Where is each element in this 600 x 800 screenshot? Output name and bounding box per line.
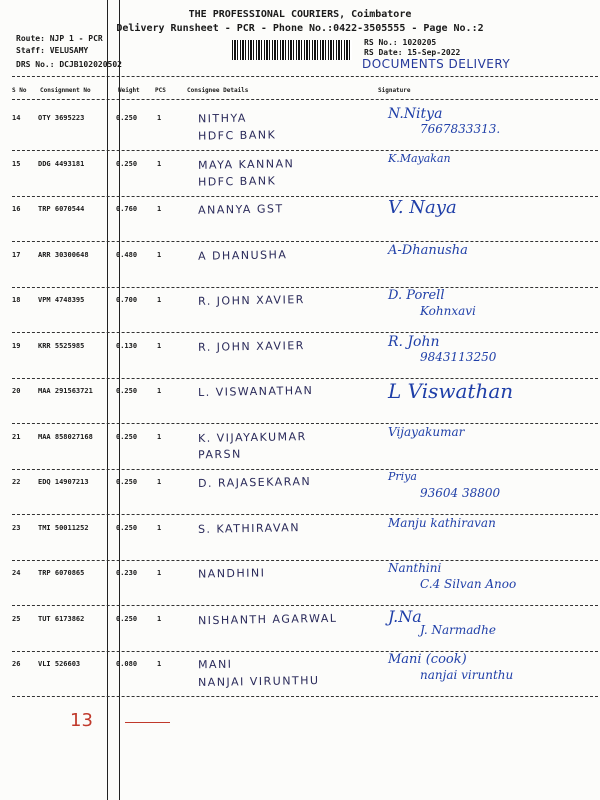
signature-note: 93604 38800 [420, 486, 501, 500]
pieces: 1 [157, 615, 162, 623]
consignment-number: TRP 6070865 [38, 569, 85, 577]
weight: 0.480 [116, 251, 138, 259]
serial-number: 22 [12, 478, 21, 486]
row-divider [12, 696, 598, 697]
weight: 0.250 [116, 387, 138, 395]
page-mark: 13 [70, 710, 93, 731]
documents-delivery-label: DOCUMENTS DELIVERY [362, 57, 511, 71]
pieces: 1 [157, 524, 162, 532]
weight: 0.080 [116, 660, 138, 668]
weight: 0.250 [116, 160, 138, 168]
barcode [232, 40, 352, 60]
weight: 0.250 [116, 114, 138, 122]
consignee-name: MAYA KANNAN [197, 157, 295, 172]
col-sno: S No [12, 87, 27, 94]
col-pcs: PCS [155, 87, 166, 94]
serial-number: 15 [12, 160, 21, 168]
consignee-name: ANANYA GST [197, 202, 284, 217]
consignment-number: TRP 6070544 [38, 205, 85, 213]
weight: 0.130 [116, 342, 138, 350]
rs-number: RS No.: 1020205 [364, 38, 437, 47]
serial-number: 25 [12, 615, 21, 623]
consignee-name: S. KATHIRAVAN [197, 521, 301, 536]
consignment-number: VPM 4748395 [38, 296, 85, 304]
pieces: 1 [157, 342, 162, 350]
signature: Manju kathiravan [388, 516, 496, 530]
serial-number: 20 [12, 387, 21, 395]
signature: J.Na [388, 607, 422, 626]
consignee-name: L. VISWANATHAN [197, 383, 314, 400]
weight: 0.230 [116, 569, 138, 577]
consignee-name: NITHYA [197, 111, 247, 126]
serial-number: 14 [12, 114, 21, 122]
signature: Vijayakumar [388, 425, 465, 439]
row-divider [12, 651, 598, 652]
consignee-detail: HDFC BANK [197, 174, 277, 189]
drs-number: DRS No.: DCJB102020502 [16, 60, 122, 69]
consignment-number: MAA 291563721 [38, 387, 93, 395]
signature: N.Nitya [388, 106, 443, 122]
serial-number: 17 [12, 251, 21, 259]
consignee-detail: PARSN [197, 447, 242, 462]
header-divider [12, 76, 598, 77]
serial-number: 23 [12, 524, 21, 532]
rs-date: RS Date: 15-Sep-2022 [364, 48, 461, 57]
row-divider [12, 241, 598, 242]
signature-note: nanjai virunthu [420, 668, 514, 682]
pieces: 1 [157, 296, 162, 304]
signature: Mani (cook) [388, 652, 467, 667]
consignment-number: OTY 3695223 [38, 114, 85, 122]
weight: 0.760 [116, 205, 138, 213]
consignment-number: TMI 50011252 [38, 524, 89, 532]
col-consignee: Consignee Details [187, 87, 249, 94]
weight: 0.250 [116, 478, 138, 486]
weight: 0.250 [116, 433, 138, 441]
row-divider [12, 514, 598, 515]
consignee-name: R. JOHN XAVIER [197, 293, 305, 308]
row-divider [12, 196, 598, 197]
col-consignment: Consignment No [40, 87, 91, 94]
pieces: 1 [157, 160, 162, 168]
serial-number: 24 [12, 569, 21, 577]
consignee-name: A DHANUSHA [197, 248, 288, 263]
consignment-number: EDQ 14907213 [38, 478, 89, 486]
signature-note: Kohnxavi [420, 304, 476, 318]
pieces: 1 [157, 251, 162, 259]
signature: L Viswathan [388, 379, 514, 403]
company-title: THE PROFESSIONAL COURIERS, Coimbatore [188, 9, 412, 20]
consignee-name: NANDHINI [197, 566, 266, 581]
row-divider [12, 560, 598, 561]
row-divider [12, 423, 598, 424]
consignee-detail: HDFC BANK [197, 128, 277, 143]
col-weight: Weight [118, 87, 140, 94]
runsheet-subtitle: Delivery Runsheet - PCR - Phone No.:0422-3505555 - Page No.:2 [116, 23, 484, 34]
serial-number: 19 [12, 342, 21, 350]
pieces: 1 [157, 114, 162, 122]
consignment-number: TUT 6173862 [38, 615, 85, 623]
signature-note: 9843113250 [420, 350, 497, 364]
signature: V. Naya [388, 197, 457, 218]
pieces: 1 [157, 387, 162, 395]
row-divider [12, 469, 598, 470]
serial-number: 18 [12, 296, 21, 304]
consignment-number: ARR 30300648 [38, 251, 89, 259]
column-header-divider [12, 99, 598, 100]
consignee-name: NISHANTH AGARWAL [197, 611, 338, 628]
row-divider [12, 332, 598, 333]
col-signature: Signature [378, 87, 411, 94]
pieces: 1 [157, 433, 162, 441]
consignment-number: VLI 526603 [38, 660, 81, 668]
signature: R. John [388, 334, 440, 350]
serial-number: 21 [12, 433, 21, 441]
signature-note: C.4 Silvan Anoo [420, 577, 517, 591]
route-label: Route: NJP 1 - PCR [16, 34, 103, 43]
page-mark-underline [125, 722, 170, 723]
consignee-name: R. JOHN XAVIER [197, 339, 305, 354]
serial-number: 26 [12, 660, 21, 668]
signature: Priya [388, 470, 417, 483]
pieces: 1 [157, 478, 162, 486]
consignee-name: D. RAJASEKARAN [197, 475, 312, 490]
row-divider [12, 150, 598, 151]
signature: D. Porell [388, 288, 445, 303]
signature-note: J. Narmadhe [420, 623, 496, 637]
row-divider [12, 605, 598, 606]
weight: 0.250 [116, 615, 138, 623]
pieces: 1 [157, 660, 162, 668]
consignment-number: MAA 858027168 [38, 433, 93, 441]
signature-note: 7667833313. [420, 122, 501, 136]
staff-label: Staff: VELUSAMY [16, 46, 89, 55]
consignee-detail: NANJAI VIRUNTHU [197, 673, 320, 690]
consignee-name: MANI [197, 657, 233, 672]
signature: Nanthini [388, 561, 442, 575]
row-divider [12, 287, 598, 288]
signature: K.Mayakan [388, 152, 451, 165]
pieces: 1 [157, 569, 162, 577]
consignee-name: K. VIJAYAKUMAR [197, 430, 307, 445]
weight: 0.700 [116, 296, 138, 304]
serial-number: 16 [12, 205, 21, 213]
consignment-number: DDG 4493181 [38, 160, 85, 168]
fold-line [107, 0, 108, 800]
weight: 0.250 [116, 524, 138, 532]
pieces: 1 [157, 205, 162, 213]
consignment-number: KRR 5525985 [38, 342, 85, 350]
signature: A-Dhanusha [388, 243, 468, 258]
